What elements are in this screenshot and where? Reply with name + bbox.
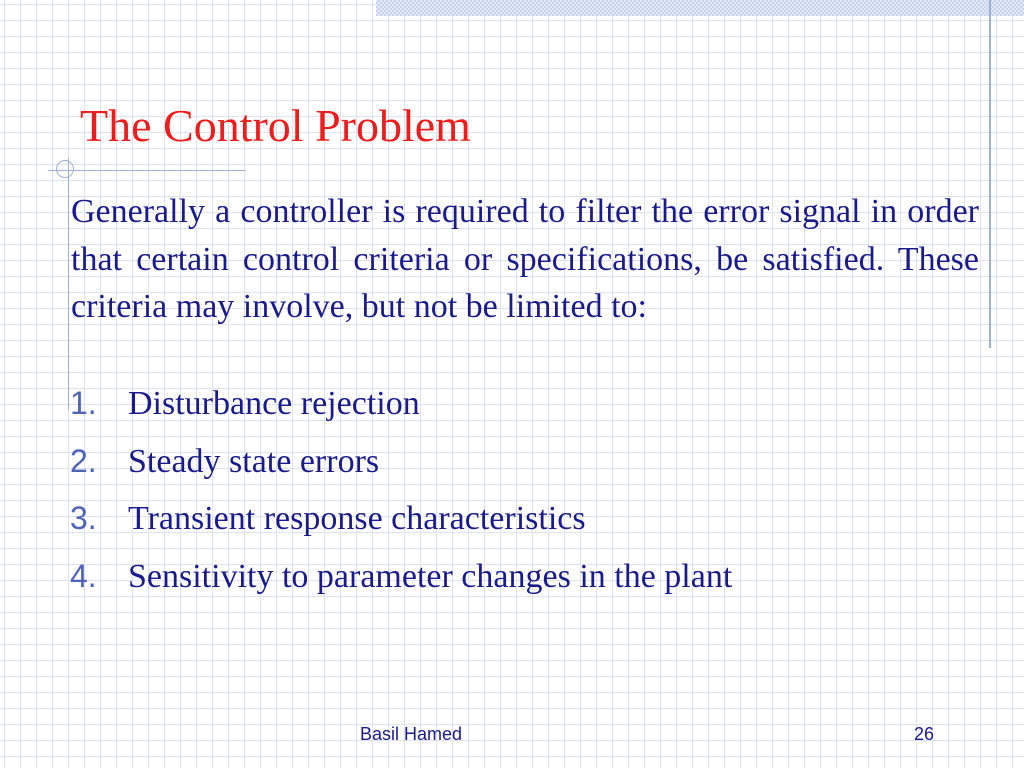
list-item [70,500,732,558]
decorative-circle-icon [56,160,74,178]
list-item [70,443,732,501]
footer-page-number: 26 [914,724,935,744]
slide-title: The Control Problem [80,100,471,151]
list-item-text: Sensitivity to parameter changes in the plant [128,557,733,595]
list-item [70,558,732,616]
list-item-number: 2. [70,442,97,479]
list-item-number: 3. [70,500,97,536]
criteria-list [70,385,732,615]
footer-author: Basil Hamed [360,724,463,744]
list-item [70,385,732,443]
list-item-text: Transient response characteristics [128,500,586,537]
list-item-number: 4. [70,557,97,594]
list-item-text: Disturbance rejection [128,385,420,422]
right-decorative-rule [989,0,991,348]
body-paragraph: Generally a controller is required to filter the error signal in order that certain control criteria or specifications, be satisfied. These criteria may involve, but not be limited to: [71,193,979,325]
top-decorative-band [376,0,1024,16]
left-decorative-rule [68,158,69,410]
list-item-number: 1. [70,385,97,421]
title-underline-rule [48,170,246,171]
list-item-text: Steady state errors [128,442,380,480]
